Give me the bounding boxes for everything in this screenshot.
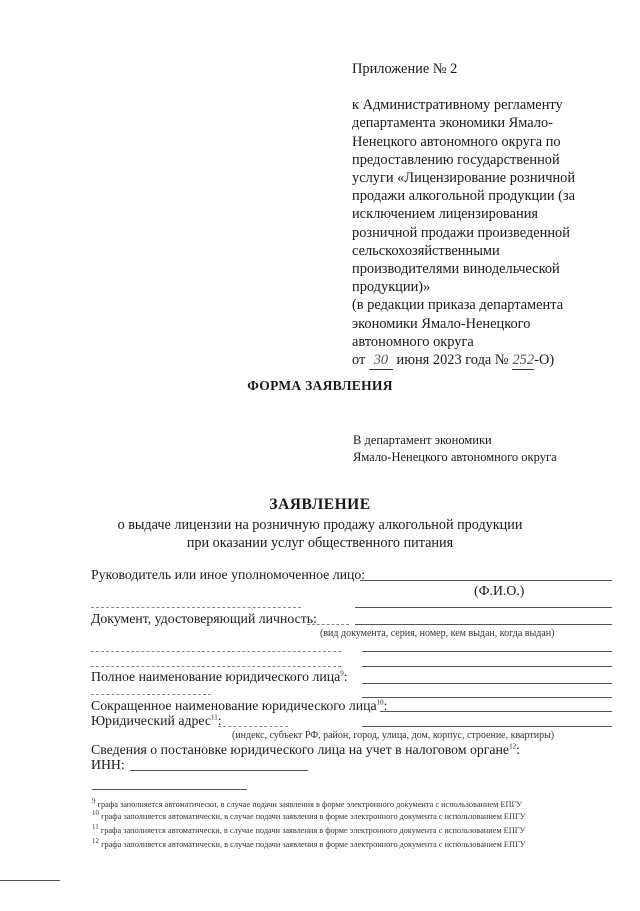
subtitle-line: при оказании услуг общественного питания <box>186 535 454 551</box>
full-name-input-line[interactable] <box>362 683 612 684</box>
blank-line <box>362 666 612 667</box>
inn-label: ИНН: <box>91 757 125 772</box>
footnote-text: графа заполняется автоматически, в случае подачи заявления в форме электронного документа с использованием ЕПГУ <box>101 839 526 849</box>
appendix-line: автономного округа <box>352 333 474 350</box>
appendix-line: продажи алкогольной продукции (за <box>352 188 576 205</box>
addressee-line: Ямало-Ненецкого автономного округа <box>353 450 557 464</box>
appendix-line: продукции)» <box>352 279 431 296</box>
footnote-ref: 9 <box>340 669 344 678</box>
appendix-line: к Административному регламенту <box>352 97 563 114</box>
footnote <box>92 823 525 835</box>
date-day: 30 <box>369 351 393 370</box>
address-hint: (индекс, субъект РФ, район, город, улица, дом, корпус, строение, квартиры) <box>232 730 555 741</box>
blank-line <box>91 666 341 667</box>
address-input-line[interactable] <box>362 726 612 727</box>
blank-line <box>91 607 301 608</box>
footnote-text: графа заполняется автоматически, в случае подачи заявления в форме электронного документа с использованием ЕПГУ <box>97 799 523 809</box>
appendix-line: услуги «Лицензирование розничной <box>352 170 576 187</box>
inn-input-line[interactable] <box>130 770 308 771</box>
order-suffix: -О) <box>534 352 555 369</box>
appendix-line: (в редакции приказа департамента <box>352 297 564 314</box>
footnote-number: 12 <box>92 837 99 845</box>
appendix-line: предоставлению государственной <box>352 151 560 168</box>
short-name-input-line[interactable] <box>380 711 612 712</box>
footnote-number: 9 <box>92 797 96 805</box>
footnote-ref: 12 <box>509 742 517 751</box>
full-name-text: Полное наименование юридического лица <box>91 669 341 684</box>
head-label: Руководитель или иное уполномоченное лицо: <box>91 567 366 582</box>
short-name-text: Сокращенное наименование юридического лица <box>91 698 377 713</box>
footnote <box>92 797 522 809</box>
tax-text: Сведения о постановке юридического лица на учет в налоговом органе <box>91 742 510 757</box>
order-number: 252 <box>512 351 534 370</box>
address-text: Юридический адрес <box>91 713 211 728</box>
date-middle: июня 2023 года № <box>396 352 509 369</box>
footnote-number: 11 <box>92 823 99 831</box>
document-input-line[interactable] <box>307 624 349 625</box>
document-label: Документ, удостоверяющий личность: <box>91 611 317 626</box>
date-prefix: от <box>352 352 366 369</box>
head-input-line[interactable] <box>360 580 612 581</box>
head-hint: (Ф.И.О.) <box>474 583 525 598</box>
appendix-line: розничной продажи произведенной <box>352 224 570 241</box>
page-edge-line <box>0 880 60 881</box>
appendix-line: экономики Ямало-Ненецкого <box>352 315 531 332</box>
tax-label: Сведения о постановке юридического лица на учет в налоговом органе$^{12}$: <box>91 742 520 757</box>
footnote <box>92 837 526 849</box>
address-input-line[interactable] <box>218 726 288 727</box>
appendix-line: сельскохозяйственными <box>352 242 500 259</box>
appendix-line: Ненецкого автономного округа по <box>352 133 561 150</box>
appendix-title: Приложение № 2 <box>352 61 458 77</box>
blank-line <box>355 607 612 608</box>
appendix-line: производителями винодельческой <box>352 261 560 278</box>
footnote-ref: 10 <box>376 698 384 707</box>
full-name-label: Полное наименование юридического лица$^9$: <box>91 669 348 684</box>
addressee-line: В департамент экономики <box>353 433 492 447</box>
blank-line <box>91 651 341 652</box>
footnote-number: 10 <box>92 809 99 817</box>
document-hint: (вид документа, серия, номер, кем выдан, когда выдан) <box>320 628 555 639</box>
blank-line <box>91 694 211 695</box>
appendix-line: департамента экономики Ямало- <box>352 115 553 132</box>
footnote <box>92 809 526 821</box>
address-label: Юридический адрес$^{11}$: <box>91 713 222 728</box>
blank-line <box>362 697 612 698</box>
footnote-text: графа заполняется автоматически, в случае подачи заявления в форме электронного документа с использованием ЕПГУ <box>100 825 526 835</box>
footnote-ref: 11 <box>210 713 218 722</box>
form-title: ФОРМА ЗАЯВЛЕНИЯ <box>247 378 393 393</box>
appendix-date-line <box>352 351 622 370</box>
addressee-block <box>353 432 557 466</box>
subtitle-line: о выдаче лицензии на розничную продажу алкогольной продукции <box>117 517 523 533</box>
blank-line <box>362 651 612 652</box>
footnote-separator <box>92 789 247 790</box>
application-title: ЗАЯВЛЕНИЕ <box>269 496 371 513</box>
appendix-block <box>352 60 622 370</box>
document-input-line[interactable] <box>355 624 612 625</box>
short-name-label: Сокращенное наименование юридического лица$^{10}$: <box>91 698 388 713</box>
footnote-text: графа заполняется автоматически, в случае подачи заявления в форме электронного документа с использованием ЕПГУ <box>101 811 526 821</box>
application-subtitle <box>0 516 640 552</box>
appendix-line: исключением лицензирования <box>352 206 539 223</box>
